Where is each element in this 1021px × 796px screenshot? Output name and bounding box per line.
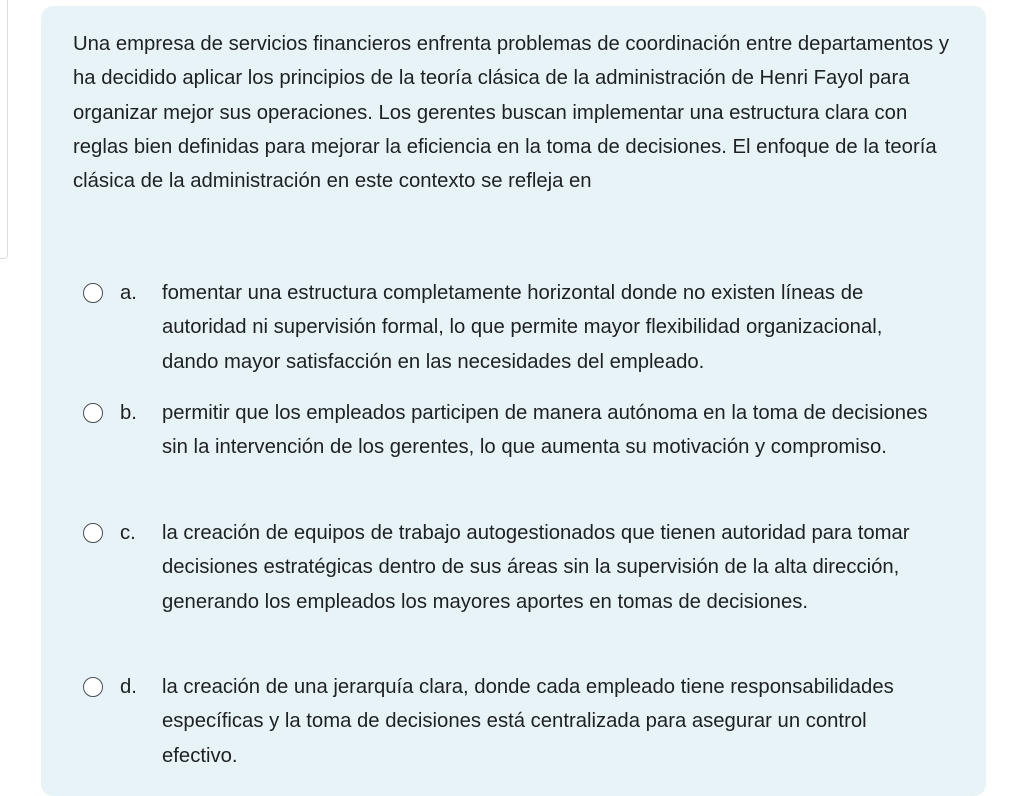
option-letter-d: d.: [120, 676, 137, 698]
option-letter-c: c.: [120, 522, 136, 544]
question-card: [41, 6, 986, 796]
option-text-b[interactable]: permitir que los empleados participen de manera autónoma en la toma de decisiones sin la intervención de los gerentes, lo que aumenta su motivación y compromiso.: [162, 402, 928, 459]
question-text: Una empresa de servicios financieros enfrenta problemas de coordinación entre departamentos y ha decidido aplicar los principios de la teoría clásica de la administración de Henri Fayol para organizar mejor sus operaciones. Los gerentes buscan implementar una estructura clara con reglas bien definidas para mejorar la eficiencia en la toma de decisiones. El enfoque de la teoría clásica de la administración en este contexto se refleja en: [73, 33, 949, 193]
option-letter-a: a.: [120, 282, 137, 304]
radio-button-c[interactable]: [83, 523, 103, 543]
side-panel-edge: [0, 0, 8, 259]
option-letter-b: b.: [120, 402, 137, 424]
radio-button-a[interactable]: [83, 283, 103, 303]
radio-button-d[interactable]: [83, 677, 103, 697]
radio-button-b[interactable]: [83, 403, 103, 423]
option-a[interactable]: [83, 276, 943, 379]
option-text-c[interactable]: la creación de equipos de trabajo autogestionados que tienen autoridad para tomar decisiones estratégicas dentro de sus áreas sin la supervisión de la alta dirección, generando los empleados los mayores aportes en tomas de decisiones.: [162, 522, 910, 613]
option-b[interactable]: [83, 396, 943, 465]
option-text-a[interactable]: fomentar una estructura completamente horizontal donde no existen líneas de autoridad ni supervisión formal, lo que permite mayor flexibilidad organizacional, dando mayor satisfacción en las necesidades del empleado.: [162, 282, 883, 373]
option-c[interactable]: [83, 516, 943, 619]
option-text-d[interactable]: la creación de una jerarquía clara, donde cada empleado tiene responsabilidades específicas y la toma de decisiones está centralizada para asegurar un control efectivo.: [162, 676, 894, 767]
option-d[interactable]: [83, 670, 943, 773]
